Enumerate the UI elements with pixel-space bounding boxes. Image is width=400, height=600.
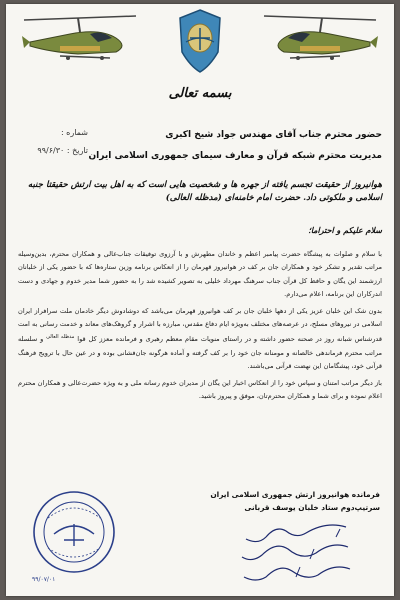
body-paragraph-2-text: بدون شک این خلبان عزیز یکی از دهها خلبان جان بر کف هوانیروز قهرمان می‌باشد که دوشادوش دیگر خادمان ملت سرافراز ایران اسلامی در نیروهای مسلح، در عرصه‌های مختلف به‌ویژه ایام دفاع مقدس، مبارزه با اشرار و گروهک‌های معاند و خدمت رسانی به امت قدرشناس شبانه روز در صحنه حضور داشته و در راستای منویات مقام معظم رهبری و فرمانده معزز کل قوا: [18, 306, 382, 344]
stamp-date: ۹۹/۰۷/۰۱: [32, 576, 56, 583]
honorific-superscript: مدظله العالی: [46, 334, 75, 341]
helicopter-right-icon: [260, 12, 380, 70]
letter-body: [18, 248, 382, 407]
helicopter-left-icon: [20, 12, 140, 70]
basmala-heading: بسمه تعالی: [168, 86, 232, 101]
date-row: [18, 142, 88, 160]
recipient-position: مدیریت محترم شبکه قرآن و معارف سیمای جمهوری اسلامی ایران: [88, 151, 382, 161]
date-label: تاریخ :: [66, 146, 88, 155]
signatory-title: فرمانده هوانیروز ارتش جمهوری اسلامی ایران: [210, 490, 380, 499]
emblem-logo-icon: [176, 8, 224, 74]
quote-attribution: حضرت امام خامنه‌ای (مدظله العالی): [165, 193, 301, 203]
recipient-block: [82, 125, 382, 167]
body-paragraph-3: باز دیگر مراتب امتنان و سپاس خود را از انعکاس اخبار این یگان از مدیران خدوم رسانه ملی و به ویژه حضرت‌عالی و همکاران محترم اعلام نموده و برای شما و همکاران محترم‌تان، موفق و پیروز باشید.: [18, 378, 382, 401]
recipient-name: حضور محترم جناب آقای مهندس جواد شیخ اکبری: [165, 130, 382, 140]
greeting-line: سلام علیکم و احتراما؛: [308, 225, 382, 235]
letter-meta: [18, 124, 88, 160]
date-value: ۹۹/۶/۳۰: [37, 146, 65, 155]
quote-text: هوانیروز از حقیقت تجسم یافته از جهره ها و شخصیت هایی است که به اهل بیت ارتش حقیقتا جنبه اسلامی و ملکوتی داد.: [27, 180, 382, 203]
official-stamp-icon: [30, 488, 118, 576]
body-paragraph-1: با سلام و صلوات به پیشگاه حضرت پیامبر اعظم و خاندان مطهرش و با آرزوی توفیقات جناب‌عالی و همکاران محترم، بدین‌وسیله مراتب تقدیر و تشکر خود و همکاران جان بر کف در هوانیروز قهرمان را از انعکاس برنامه وزین ستاره‌ها که با حضور یکی از خلبانان ارزشمند این یگان و حافظ کل قرآن جناب سرهنگ مهرداد خلیلی به تصویر کشیده شد را به حضور شما مدیر خدوم و جهادی و دست اندرکاران این برنامه، اعلام می‌دارم.: [18, 250, 382, 299]
signatory-name: سرتیپ‌دوم ستاد خلبان یوسف قربانی: [244, 503, 380, 512]
leader-quote: [18, 179, 382, 205]
body-paragraph-2-tail: و سلسله مراتب محترم فرماندهی خالصانه و مومنانه جان خود را بر کف گرفته و آماده هرگونه جان‌فشانی بوده و در عین حال با ترویج فرهنگ قرآنی خود، پیشگامان این نهضت قرآنی می‌باشند.: [18, 335, 382, 371]
signature-block: [180, 488, 380, 514]
number-label: شماره :: [60, 128, 88, 137]
handwritten-signature: [236, 519, 356, 589]
letter-page: [6, 4, 394, 596]
number-row: [18, 124, 88, 142]
body-paragraph-2: [18, 305, 382, 374]
